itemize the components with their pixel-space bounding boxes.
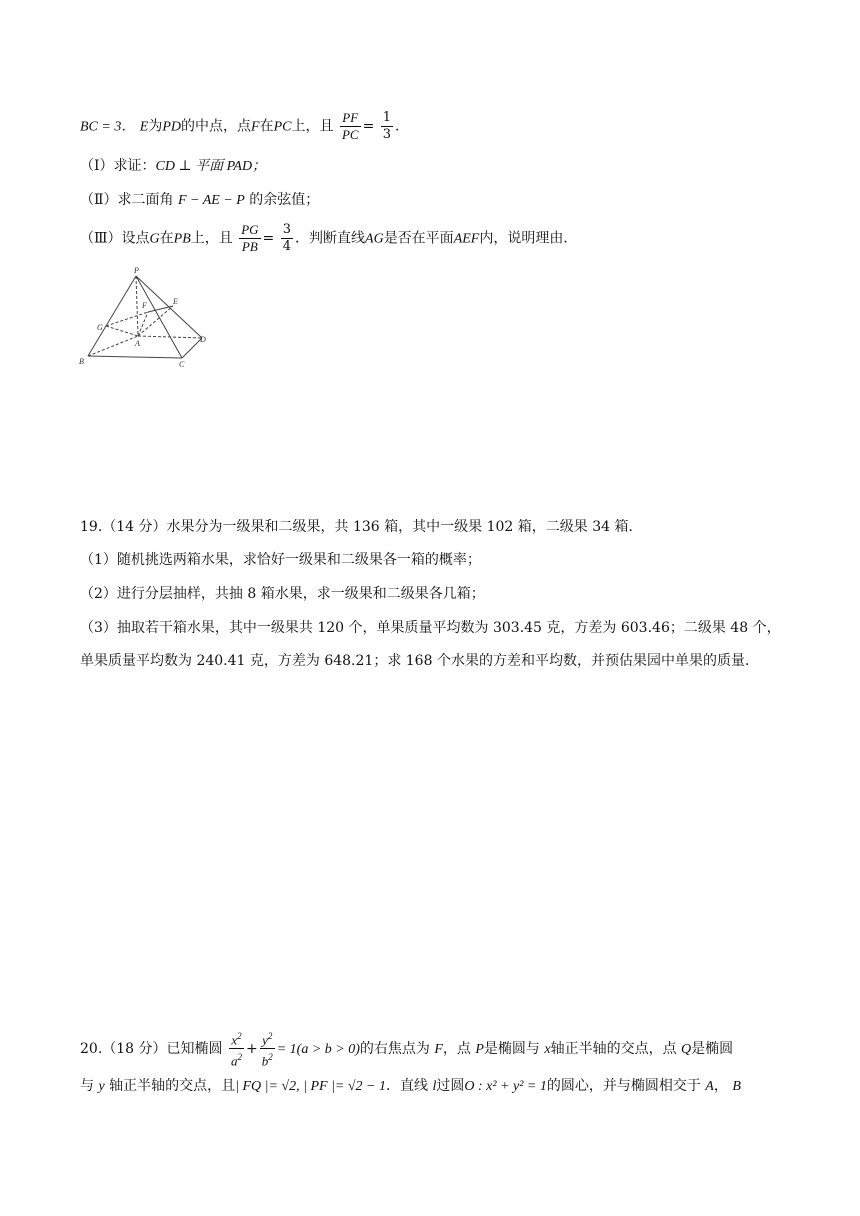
fraction-y2-b2 — [260, 1028, 275, 1070]
point-f: F — [434, 1041, 443, 1057]
point-b: B — [732, 1079, 741, 1094]
fraction-1-3 — [381, 110, 393, 143]
part-label: （Ⅱ）求二面角 — [80, 192, 174, 208]
q19-line4: （3）抽取若干箱水果，其中一级果共 120 个，单果质量平均数为 303.45 克，方差为 603.46；二级果 48 个， — [80, 620, 781, 636]
q20-text: 是椭圆与 — [483, 1040, 540, 1057]
q20-line1: 20.（18 分）已知椭圆 $\frac{x^2}{a^2}$ + $\frac{y^2}{b^2}$ = 1(a > b > 0)的右焦点为 F，点 P是椭圆与 x轴正半轴的交点，点 Q是椭圆 — [80, 1028, 733, 1070]
q18-text: 上，且 — [291, 118, 334, 135]
q20-text: 20.（18 分）已知椭圆 — [80, 1040, 223, 1057]
q20-text: 与 — [80, 1078, 94, 1094]
plane-aef: AEF — [453, 231, 480, 247]
line-ag: AG — [365, 231, 384, 247]
q18-text: 在 — [259, 118, 274, 135]
q20-text: ， — [713, 1078, 728, 1094]
ellipse-condition: = 1(a > b > 0) — [276, 1041, 360, 1057]
q19-line1: 19.（14 分）水果分为一级果和二级果，共 136 箱，其中一级果 102 箱，二级果 34 箱． — [80, 519, 643, 535]
q20-text: ，点 — [442, 1040, 471, 1057]
q19-line3: （2）进行分层抽样，共抽 8 箱水果，求一级果和二级果各几箱； — [80, 586, 485, 602]
q18-part1 — [80, 156, 266, 177]
axis-x: x — [544, 1041, 551, 1057]
q19-line2: （1）随机挑选两箱水果，求恰好一级果和二级果各一箱的概率； — [80, 552, 481, 568]
fraction-pg-pb — [239, 222, 260, 255]
fraction-numerator: PF — [340, 110, 361, 127]
q18-e: E — [139, 119, 149, 135]
q18-text: 的中点，点 — [181, 118, 252, 135]
pyramid-diagram — [78, 266, 218, 370]
fraction-denominator: 4 — [282, 239, 292, 254]
point-g: G — [149, 231, 160, 247]
part-text: 的余弦值； — [249, 192, 320, 208]
q20-text: 是椭圆 — [691, 1040, 734, 1057]
equals-sign: = — [262, 230, 275, 247]
fraction-x2-a2 — [229, 1028, 244, 1070]
q20-line2 — [80, 1076, 741, 1097]
q18-part3 — [80, 222, 577, 255]
q18-text: 为 — [148, 118, 163, 135]
equals-sign: = — [362, 118, 375, 135]
part-text: 在 — [159, 230, 174, 247]
fraction-denominator: 3 — [382, 127, 392, 142]
label-b: B — [79, 357, 84, 366]
part-expression: CD ⊥ 平面 PAD； — [155, 159, 267, 174]
fraction-numerator: PG — [241, 222, 259, 237]
q20-text: ．直线 — [386, 1078, 428, 1094]
label-a: A — [135, 339, 140, 348]
axis-y: y — [98, 1079, 105, 1094]
var-b: b — [261, 1053, 269, 1069]
fraction-denominator: PB — [241, 239, 258, 254]
label-e: E — [173, 297, 178, 306]
label-g: G — [97, 323, 103, 332]
fraction-denominator: $b^2$ — [261, 1052, 273, 1069]
label-d: D — [200, 335, 206, 344]
var-x: x — [231, 1032, 238, 1048]
label-f: F — [142, 301, 147, 310]
part-expression: F − AE − P — [177, 193, 245, 208]
label-c: C — [179, 360, 185, 369]
var-a: a — [230, 1053, 238, 1069]
q18-bc: BC = 3． — [80, 119, 136, 135]
q19-line5: 单果质量平均数为 240.41 克，方差为 648.21；求 168 个水果的方差和平均数，并预估果园中单果的质量． — [80, 653, 759, 669]
fraction-numerator: 3 — [282, 222, 292, 237]
q20-text: 的圆心，并与椭圆相交于 — [546, 1078, 701, 1094]
part-text: 内，说明理由． — [479, 230, 578, 247]
part-text: 是否在平面 — [383, 230, 454, 247]
q18-intro — [80, 110, 409, 143]
part-label: （Ⅲ）设点 — [80, 230, 150, 247]
q18-f: F — [251, 119, 260, 135]
fraction-denominator: PC — [341, 127, 359, 142]
part-label: （Ⅰ）求证： — [80, 158, 156, 174]
fraction-pf-pc — [340, 110, 361, 143]
q20-text: 轴正半轴的交点，且 — [109, 1078, 236, 1094]
part-text: 上，且 — [190, 230, 233, 247]
line-l: l — [432, 1079, 437, 1094]
distance-condition: | FQ |= √2, | PF |= √2 − 1 — [235, 1079, 386, 1094]
fraction-numerator: 1 — [382, 110, 392, 125]
label-p: P — [134, 266, 139, 275]
q18-pc: PC — [273, 119, 292, 135]
point-p: P — [475, 1041, 484, 1057]
fraction-3-4 — [281, 222, 293, 255]
fraction-denominator: $a^2$ — [230, 1052, 242, 1069]
fraction-numerator: $x^2$ — [229, 1028, 244, 1049]
q18-part2 — [80, 190, 319, 211]
q20-text: 过圆 — [436, 1078, 465, 1094]
circle-equation: O : x² + y² = 1 — [464, 1079, 547, 1094]
part-text: ．判断直线 — [295, 230, 366, 247]
q20-text: 轴正半轴的交点，点 — [550, 1040, 677, 1057]
point-a: A — [705, 1079, 714, 1094]
var-y: y — [262, 1032, 268, 1048]
point-q: Q — [681, 1041, 692, 1057]
segment-pb: PB — [173, 231, 191, 247]
q20-text: 的右焦点为 — [359, 1040, 430, 1057]
q18-text: ． — [395, 118, 410, 135]
pyramid-figure — [78, 266, 218, 370]
q18-pd: PD — [162, 119, 182, 135]
fraction-numerator: $y^2$ — [260, 1028, 275, 1049]
